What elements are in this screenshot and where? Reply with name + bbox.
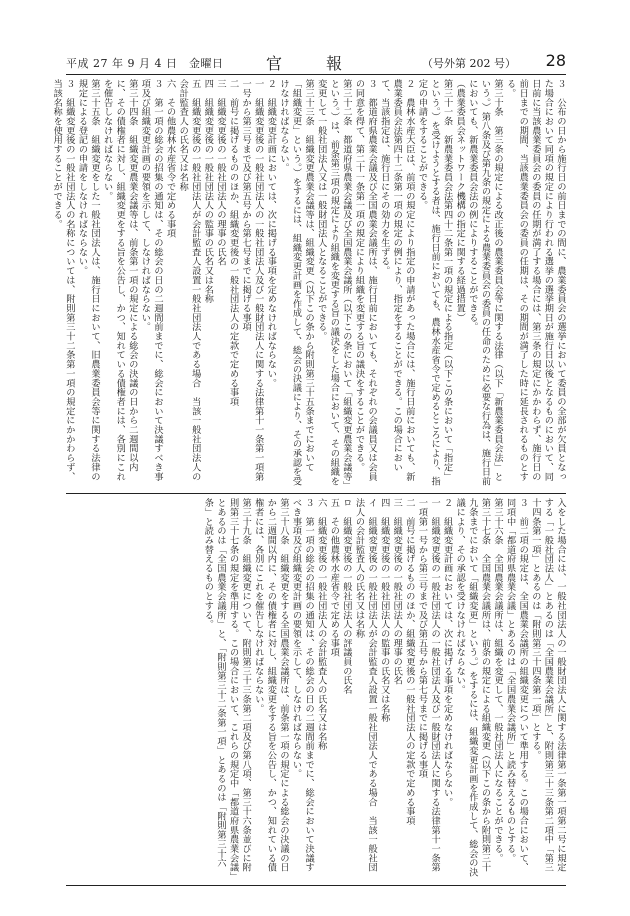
extra-issue-number: （号外第 202 号） bbox=[422, 57, 516, 70]
footer-rule bbox=[66, 885, 566, 886]
paragraph: 第三十五条 組織変更をした一般社団法人は、施行日において、旧農業委員会等に関する法律の規定による登記の申請をしなければならない。 bbox=[76, 79, 101, 482]
lower-text-block bbox=[66, 498, 566, 881]
tier-divider bbox=[66, 493, 566, 494]
paragraph: （農業委員会ネットワーク機構の指定に関する経過措置） bbox=[454, 79, 466, 323]
paragraph: ３ 都道府県農業会議及び全国農業会議所は、施行日前においても、それぞれの会議員又は会員の同意を得て、第二十一条第一項の規定により組織を変更する旨の議決をすることができる。 bbox=[353, 79, 378, 482]
paragraph: ３ 前二項の規定は、全国農業会議所の組織変更について準用する。この場合において、同項中「都道府県農業会議」とあるのは「全国農業会議所」と読み替えるものとする。 bbox=[504, 498, 529, 872]
paragraph: 六 その他農林水産省令で定める事項 bbox=[164, 79, 176, 238]
paragraph: 二 前号に掲げるもののほか、組織変更後の一般社団法人の定款で定める事項 bbox=[403, 498, 415, 826]
paragraph: 四 組織変更後の一般社団法人の監事の氏名又は名称 bbox=[202, 79, 214, 304]
paragraph: 第三十八条 組織変更をする全国農業会議所は、前条第一項の規定による総会の決議の日から二週間以内に、その債権者に対し、組織変更をする旨を公告し、かつ、知れている債権者には、各別にこれを催告しなければならない。 bbox=[252, 498, 289, 872]
paragraph: 一 組織変更後の一般社団法人の一般社団法人及び一般財団法人に関する法律第十一条第一項第一号から第三号まで及び第五号から第七号までに掲げる事項 bbox=[416, 498, 441, 872]
paragraph: 第三十七条 全国農業会議所は、前条の規定による組織変更（以下この条から附則第三十九条までにおいて「組織変更」という。）をするには、組織変更計画を作成して、総会の決議により、その承認を受けなければならない。 bbox=[454, 498, 491, 877]
paragraph: 三 組織変更後の一般社団法人の理事の氏名 bbox=[214, 79, 226, 266]
paragraph: 第三十条 第三条の規定による改正後の農業委員会等に関する法律（以下「新農業委員会法」という。）第八条及び第九条の規定による農業委員会の委員の任命のために必要な行為は、施行日前においても、新農業委員会法の例によりすることができる。 bbox=[466, 79, 504, 486]
paragraph: ３ 公布の日から施行日の前日までの間に、農業委員会の選挙において委員の全部が欠員となった場合において同項の規定により行われる選挙の選挙期日が施行日以後となるものにおいて、同日前に当該農業委員会の委員の任期が満了する場合には、第三条の規定にかかわらず、施行日の前日までの期間、当該農業委員会の委員の任期は、その期間が満了した時に延長されるものとする。 bbox=[504, 79, 566, 482]
paragraph: ３ 第一項の総会の招集の通知は、その総会の日の二週間前までに、総会において決議すべき事項及び組織変更計画の要領を示して、しなければならない。 bbox=[139, 79, 163, 482]
paragraph: 二 前号に掲げるもののほか、組織変更後の一般社団法人の定款で定める事項 bbox=[227, 79, 239, 407]
page-number: 28 bbox=[545, 51, 566, 70]
header-rule bbox=[66, 74, 566, 75]
paragraph: 五 その他農林水産省令で定める事項 bbox=[328, 498, 340, 657]
gazette-header bbox=[66, 50, 566, 76]
paragraph: 六 組織変更後の一般社団法人の会計監査人の氏名又は名称 bbox=[315, 498, 327, 751]
paragraph: ３ 第一項の総会の招集の通知は、その総会の日の二週間前までに、総会において決議すべき事項及び組織変更計画の要領を示して、しなければならない。 bbox=[290, 498, 315, 872]
paragraph: 第三十六条 全国農業会議所は、組織を変更して、一般社団法人になることができる。 bbox=[492, 498, 504, 863]
paragraph: ロ 組織変更後の一般社団法人の評議員の氏名 bbox=[340, 498, 352, 695]
gazette-title: 官 報 bbox=[266, 54, 357, 73]
paragraph: 入をした場合には、一般社団法人の一般財団法人に関する法律第一条第一項第二号に規定する「一般社団法人」とあるのは「全国農業会議所」と、附則第三十三条第二項中「第三十四条第一項」とあるのは「附則第三十四条第一項」とする。 bbox=[529, 498, 566, 872]
paragraph: 第三十二条 都道府県農業会議及び全国農業会議所（以下この条において「組織変更農業会議等」という。）は、前条第三項の規定により組織を変更する旨の議決をした場合において、その組織を変更して一般社団法人又は一般財団法人となることができる。 bbox=[315, 79, 352, 486]
paragraph: ２ 組織変更計画においては、次に掲げる事項を定めなければならない。 bbox=[265, 79, 277, 388]
paragraph: 五 組織変更後の一般社団法人が会計監査人設置一般社団法人である場合 当該一般社団法人の会計監査人の氏名又は名称 bbox=[177, 79, 201, 482]
issue-date: 平成 27 年 9 月 4 日 金曜日 bbox=[66, 57, 224, 70]
upper-text-block bbox=[51, 79, 566, 489]
paragraph: 第三十九条 組織変更について、附則第三十三条第二項及び第八項、第三十六条並びに附則第三十七条の規定を準用する。この場合において、これらの規定中「都道府県農業会議」とあるのは「全国農業会議所」と、「附則第三十二条第一項」とあるのは「附則第三十六条」と読み替えるものとする。 bbox=[202, 498, 252, 877]
paragraph: イ 組織変更後の一般社団法人が会計監査人設置一般社団法人である場合 当該一般社団法人の会計監査人の氏名又は名称 bbox=[353, 498, 378, 872]
paragraph: 第三十四条 組織変更農業会議等は、前条第一項の規定による総会の決議の日から二週間以内に、その債権者に対し、組織変更をする旨を公告し、かつ、知れている債権者には、各別にこれを催告しなければならない。 bbox=[101, 79, 138, 482]
paragraph: 第三十一条 新農業委員会法第四十二条第一項の規定による指定（以下この条において「指定」という。）を受けようとする者は、施行日前においても、農林水産省令で定めるところにより、指定の申請をすることができる。 bbox=[416, 79, 453, 486]
paragraph: 第三十三条 組織変更農業会議等は、組織変更（以下この条から附則第三十五条までにおいて「組織変更」という。）をするには、組織変更計画を作成して、総会の決議により、その承認を受けなければならない。 bbox=[277, 79, 315, 486]
paragraph: ２ 組織変更計画においては、次に掲げる事項を定めなければならない。 bbox=[441, 498, 453, 807]
paragraph: ３ 組織変更後の一般社団法人の名称については、附則第三十二条第一項の規定にかかわらず、当該名称を使用することができる。 bbox=[51, 79, 75, 482]
paragraph: ２ 農林水産大臣は、前項の規定により指定の申請があった場合には、施行日前においても、新農業委員会法第四十二条第一項の規定の例により、指定をすることができる。この場合において、当該指定は、施行日にその効力を生ずる。 bbox=[378, 79, 415, 482]
paragraph: 三 組織変更後の一般社団法人の理事の氏名 bbox=[391, 498, 403, 685]
paragraph: 四 組織変更後の一般社団法人の監事の氏名又は名称 bbox=[378, 498, 390, 723]
paragraph: 一 組織変更後の一般社団法人の一般社団法人及び一般財団法人に関する法律第十一条第一項第一号から第三号まで及び第五号から第七号までに掲げる事項 bbox=[240, 79, 264, 482]
